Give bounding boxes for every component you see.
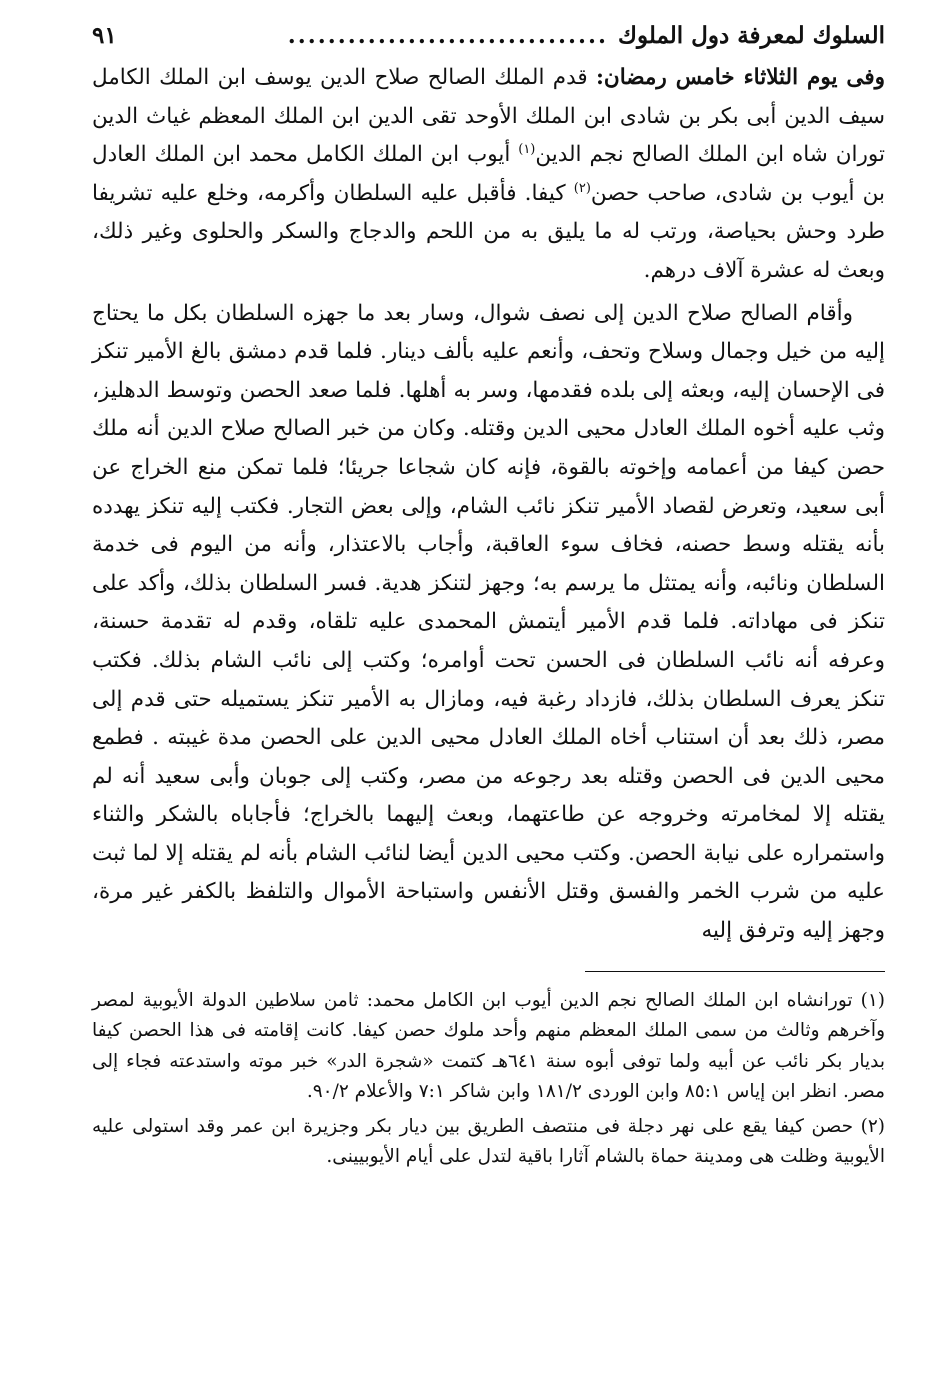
paragraph-2: وأقام الصالح صلاح الدين إلى نصف شوال، وسار بعد ما جهزه السلطان بكل ما يحتاج إليه من خيل وجمال وسلاح وتحف، وأنعم عليه بألف دينار. فلما قدم دمشق بالغ الأمير تنكز فى الإحسان إليه، وبعثه إلى بلده فقدمها، وسر به أهلها. فلما صعد الحصن وتوسط الدهليز، وثب عليه أخوه الملك العادل محيى الدين وقتله. وكان من خبر الصالح صلاح الدين أنه ملك حصن كيفا من أعمامه وإخوته بالقوة، فإنه كان شجاعا جريئا؛ فلما تمكن منع الخراج عن أبى سعيد، وتعرض لقصاد الأمير تنكز نائب الشام، وإلى بعض التجار. فكتب إليه تنكز يهدده بأنه يقتله وسط حصنه، فخاف سوء العاقبة، وأجاب بالاعتذار، وأنه من اليوم فى خدمة السلطان ونائبه، وأنه يمتثل ما يرسم به؛ وجهز لتنكز هدية. فسر السلطان بذلك، وأكد على تنكز فى مهاداته. فلما قدم الأمير أيتمش المحمدى عليه تلقاه، وقدم له تقدمة حسنة، وعرفه أنه نائب السلطان فى الحسن تحت أوامره؛ وكتب إلى نائب الشام بذلك. فكتب تنكز يعرف السلطان بذلك، فازداد رغبة فيه، ومازال به الأمير تنكز يستميله حتى قدم إلى مصر، ذلك بعد أن استناب أخاه الملك العادل محيى الدين على الحصن مدة غيبته . فطمع محيى الدين فى الحصن وقتله بعد رجوعه من مصر، وكتب إلى جوبان وأبى سعيد أنه لم يقتله إلا لمخامرته وخروجه عن طاعتهما، وبعث إليهما بالخراج؛ فأجاباه بالشكر والثناء واستمراره على نيابة الحصن. وكتب محيى الدين أيضا لنائب الشام بأنه لم يقتله إلا لما ثبت عليه من شرب الخمر والفسق وقتل الأنفس واستباحة الأموال والتلفظ بالكفر غير مرة، وجهز إليه وترفق إليه bbox=[92, 300, 885, 944]
footnote-ref-1: (١) bbox=[518, 142, 536, 158]
paragraph-lead-date: وفى يوم الثلاثاء خامس رمضان: bbox=[596, 65, 886, 90]
running-header bbox=[92, 22, 885, 49]
footnote-separator bbox=[92, 971, 885, 972]
header-leader-dots: ................................ bbox=[287, 22, 608, 49]
book-title: السلوك لمعرفة دول الملوك bbox=[617, 22, 885, 49]
page-number: ٩١ bbox=[92, 22, 117, 49]
footnote-ref-2: (٢) bbox=[573, 180, 591, 196]
paragraph-1-text-c: كيفا. فأقبل عليه السلطان وأكرمه، وخلع عليه تشريفا طرد وحش بحياصة، ورتب له ما يليق به من اللحم والدجاج والسكر والحلوى وغير ذلك، وبعث له عشرة آلاف درهم. bbox=[92, 180, 885, 283]
footnote-rule bbox=[585, 971, 885, 972]
footnote-2: (٢) حصن كيفا يقع على نهر دجلة فى منتصف الطريق بين ديار بكر وجزيرة ابن عمر وقد استولى عليه الأيوبية وظلت هى ومدينة حماة بالشام آثارا باقية لتدل على أيام الأيوبيينى. bbox=[92, 1115, 885, 1168]
paragraph-1-text: قدم الملك الصالح صلاح الدين يوسف ابن الملك الكامل سيف الدين أبى بكر بن شادى ابن الملك الأوحد تقى الدين ابن الملك المعظم غياث الدين توران شاه ابن الملك الصالح نجم الدين bbox=[92, 65, 885, 168]
footnote-1: (١) تورانشاه ابن الملك الصالح نجم الدين أيوب ابن الكامل محمد: ثامن سلاطين الدولة الأيوبية لمصر وآخرهم وثالث من سمى الملك المعظم منهم وأحد ملوك حصن كيفا. كانت إقامته فى هذا الحصن كيفا بديار بكر نائب عن أبيه ولما توفى أبوه سنة ٦٤١هـ كتمت «شجرة الدر» خبر موته واستدعته فجاء إلى مصر. انظر ابن إياس ٨٥:١ وابن الوردى ١٨١/٢ وابن شاكر ٧:١ والأعلام ٩٠/٢. bbox=[92, 989, 886, 1103]
paragraph-1 bbox=[92, 59, 885, 291]
paragraph-1-text-b: أيوب ابن الملك الكامل محمد ابن الملك العادل بن أيوب بن شادى، صاحب حصن bbox=[92, 142, 885, 206]
